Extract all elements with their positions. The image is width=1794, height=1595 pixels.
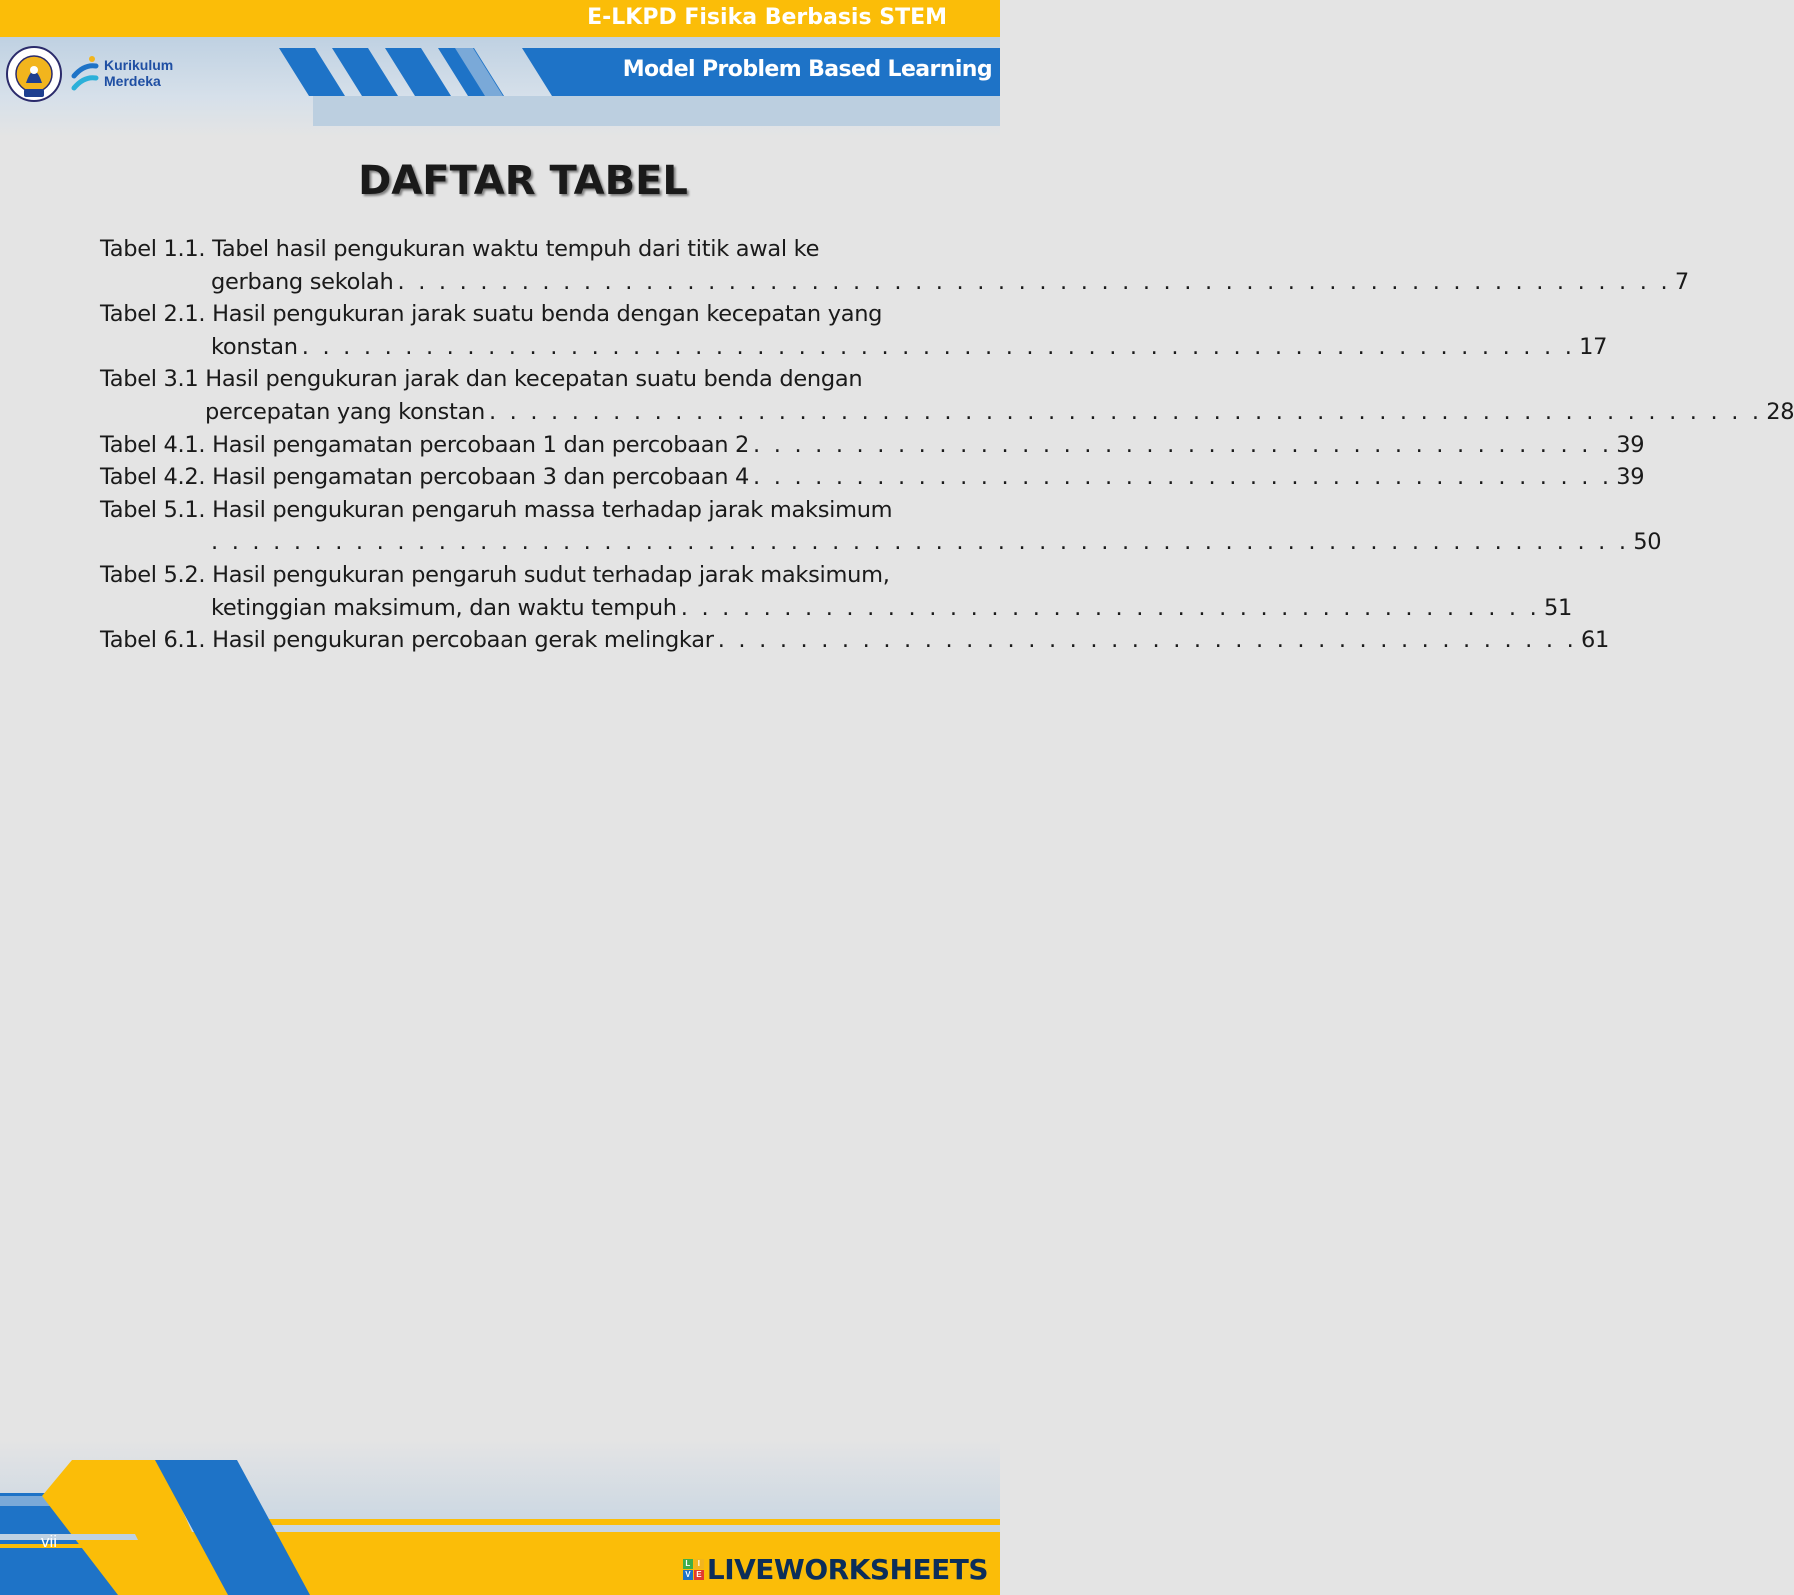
entry-text-cont: ketinggian maksimum, dan waktu tempuh bbox=[211, 594, 677, 621]
dot-leader: . . . . . . . . . . . . . . . . . . . . . . . . . . . . . . . . . . . . . . . . . . bbox=[717, 627, 1577, 654]
page-title: DAFTAR TABEL bbox=[358, 158, 688, 204]
entry-text: Tabel 4.2. Hasil pengamatan percobaan 3 dan percobaan 4 bbox=[100, 464, 750, 491]
toc-entry[interactable] bbox=[100, 494, 1662, 559]
entry-text: Tabel 1.1. Tabel hasil pengukuran waktu tempuh dari titik awal ke bbox=[100, 236, 820, 262]
entry-text: Tabel 5.2. Hasil pengukuran pengaruh sudut terhadap jarak maksimum, bbox=[100, 561, 890, 588]
logo-line-1: Kurikulum bbox=[104, 57, 174, 73]
brand-grid-letter: I bbox=[694, 1559, 704, 1569]
document-title: E-LKPD Fisika Berbasis STEM bbox=[587, 5, 947, 30]
page-number: 28 bbox=[1766, 398, 1794, 425]
entry-text: Tabel 5.1. Hasil pengukuran pengaruh massa terhadap jarak maksimum bbox=[100, 496, 893, 523]
model-banner: Model Problem Based Learning bbox=[622, 57, 992, 82]
table-list bbox=[100, 233, 1794, 657]
page-number: 39 bbox=[1616, 464, 1645, 491]
toc-entry[interactable] bbox=[100, 461, 1645, 494]
footer-thin-stripe bbox=[240, 1519, 1000, 1525]
toc-entry[interactable] bbox=[100, 429, 1645, 462]
dot-leader: . . . . . . . . . . . . . . . . . . . . . . . . . . . . . . . . . . . . . . . . . . bbox=[753, 431, 1613, 458]
dot-leader: . . . . . . . . . . . . . . . . . . . . . . . . . . . . . . . . . . . . . . . . . . . . . . . . . . . . . . . . . . . . . . bbox=[301, 333, 1576, 360]
toc-entry[interactable] bbox=[100, 363, 1794, 428]
toc-entry[interactable] bbox=[100, 559, 1573, 624]
page-number: 17 bbox=[1579, 333, 1608, 360]
entry-text: Tabel 6.1. Hasil pengukuran percobaan gerak melingkar bbox=[100, 627, 714, 654]
dot-leader: . . . . . . . . . . . . . . . . . . . . . . . . . . . . . . . . . . . . . . . . . . . . . . . . . . . . . . . . . . . . . . . . . . . . . bbox=[211, 529, 1630, 556]
page-number: 61 bbox=[1580, 627, 1609, 654]
page-number: 50 bbox=[1633, 529, 1662, 556]
liveworksheets-logo bbox=[683, 1553, 988, 1585]
page-number: 7 bbox=[1674, 268, 1689, 295]
liveworksheets-icon bbox=[683, 1559, 704, 1580]
page-number: 39 bbox=[1616, 431, 1645, 458]
entry-text: Tabel 3.1 Hasil pengukuran jarak dan kecepatan suatu benda dengan bbox=[100, 366, 863, 393]
brand-grid-letter: E bbox=[694, 1570, 704, 1580]
kurikulum-merdeka-logo bbox=[104, 57, 173, 89]
unp-seal-logo bbox=[6, 45, 62, 103]
entry-text-cont: gerbang sekolah bbox=[211, 268, 394, 295]
dot-leader: . . . . . . . . . . . . . . . . . . . . . . . . . . . . . . . . . . . . . . . . . . . . . . . . . . . . . . . . . . . . . . bbox=[397, 268, 1671, 295]
page-number: 51 bbox=[1544, 594, 1573, 621]
brand-grid-letter: V bbox=[683, 1570, 693, 1580]
entry-text-cont: percepatan yang konstan bbox=[205, 398, 485, 425]
kurikulum-merdeka-icon bbox=[70, 54, 100, 94]
entry-text: Tabel 4.1. Hasil pengamatan percobaan 1 dan percobaan 2 bbox=[100, 431, 750, 458]
toc-entry[interactable] bbox=[100, 624, 1609, 657]
dot-leader: . . . . . . . . . . . . . . . . . . . . . . . . . . . . . . . . . . . . . . . . . . . . . . . . . . . . . . . . . . . . . . bbox=[488, 398, 1763, 425]
brand-grid-letter: L bbox=[683, 1559, 693, 1569]
toc-entry[interactable] bbox=[100, 298, 1608, 363]
liveworksheets-text: LIVEWORKSHEETS bbox=[706, 1552, 988, 1586]
entry-text: Tabel 2.1. Hasil pengukuran jarak suatu benda dengan kecepatan yang bbox=[100, 301, 883, 328]
dot-leader: . . . . . . . . . . . . . . . . . . . . . . . . . . . . . . . . . . . . . . . . . . bbox=[753, 464, 1613, 491]
footer-decoration bbox=[0, 1460, 330, 1595]
header-pale-strip bbox=[313, 96, 1000, 126]
logo-line-2: Merdeka bbox=[104, 73, 161, 89]
page-number-footer: vii bbox=[41, 1532, 58, 1551]
toc-entry[interactable] bbox=[100, 233, 1689, 298]
entry-text-cont: konstan bbox=[211, 333, 298, 360]
dot-leader: . . . . . . . . . . . . . . . . . . . . . . . . . . . . . . . . . . . . . . . . . . bbox=[680, 594, 1540, 621]
